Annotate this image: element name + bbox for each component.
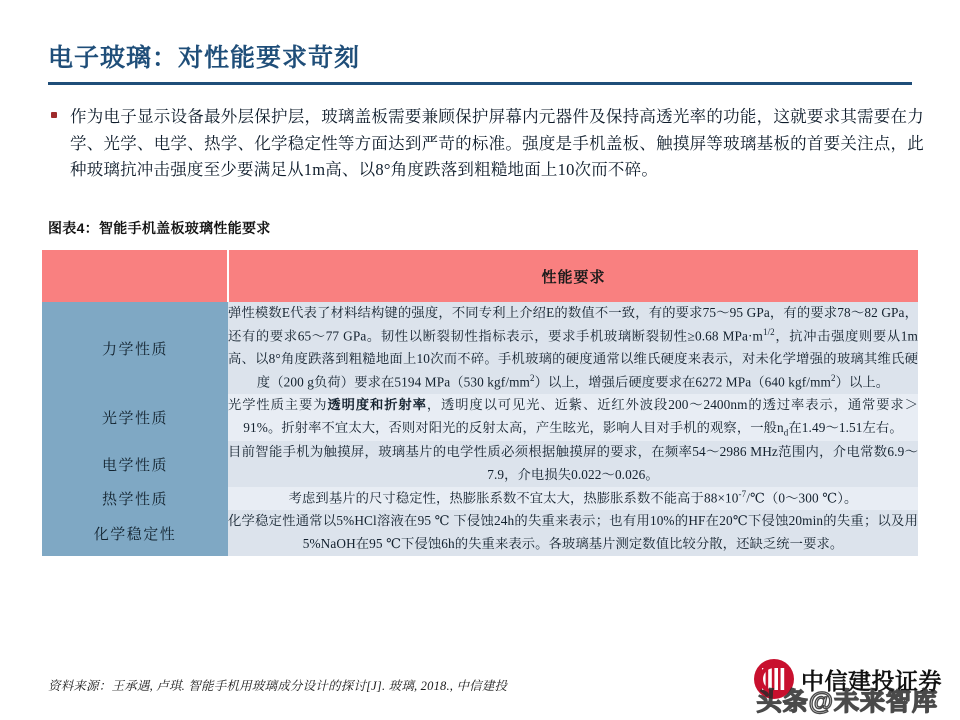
table-row [42,302,918,394]
table-header-label-col [42,250,228,302]
table-row [42,510,918,556]
bullet-dot-icon [51,112,57,118]
title-block [48,44,912,85]
row-body-text: 光学性质主要为透明度和折射率，透明度以可见光、近紫、近红外波段200～2400nm的透过率表示，通常要求＞91%。折射率不宜太大，否则对阳光的反射太高，产生眩光，影响人目对手机的观察，一般$n_d$在1.49～1.51左右。 [228,397,919,438]
performance-requirements-table [42,250,918,556]
row-label-chemical: 化学稳定性 [42,510,228,556]
row-body-text: 化学稳定性通常以5%HCl溶液在95 ℃ 下侵蚀24h的失重来表示；也有用10%的HF在20℃下侵蚀20min的失重；以及用5%NaOH在95 ℃下侵蚀6h的失重来表示。各玻璃基片测定数值比较分散，还缺乏统一要求。 [228,513,918,552]
row-label-mechanical: 力学性质 [42,302,228,394]
table-body [42,302,918,556]
row-body-text: 弹性模数E代表了材料结构键的强度，不同专利上介绍E的数值不一致，有的要求75～95 GPa，有的要求78～82 GPa，还有的要求65～77 GPa。韧性以断裂韧性指标表示，要求手机玻璃断裂韧性≥0.68 $MPa\cdot m^{1/2}$，抗冲击强度则要从1m高、以8°角度跌落到粗糙地面上10次而不碎。手机玻璃的硬度通常以维氏硬度来表示，对未化学增强的玻璃其维氏硬度（200 g负荷）要求在5194 MPa（530 kgf/$mm^2$）以上，增强后硬度要求在6272 MPa（640 kgf/$mm^2$）以上。 [228,305,919,390]
row-label-electrical: 电学性质 [42,441,228,487]
row-label-thermal: 热学性质 [42,487,228,510]
row-body-text: 目前智能手机为触摸屏，玻璃基片的电学性质必须根据触摸屏的要求，在频率54～2986 MHz范围内，介电常数6.9～7.9，介电损失0.022～0.026。 [228,444,918,483]
row-body-thermal [228,487,918,510]
row-body-optical [228,394,918,441]
row-body-chemical [228,510,918,556]
bullet-marker [48,104,70,118]
table-header-body-col: 性能要求 [228,250,918,302]
page-title: 电子玻璃：对性能要求苛刻 [48,44,361,72]
table-row [42,487,918,510]
row-body-text: 考虑到基片的尺寸稳定性，热膨胀系数不宜太大，热膨胀系数不能高于$88\times 10^{-7}/℃(0\sim 300$ ℃）。 [288,488,858,506]
source-line: 资料来源：王承遇, 卢琪. 智能手机用玻璃成分设计的探讨[J]. 玻璃, 2018., 中信建投 [48,679,508,693]
bullet-paragraph-text: 作为电子显示设备最外层保护层，玻璃盖板需要兼顾保护屏幕内元器件及保持高透光率的功能，这就要求其需要在力学、光学、电学、热学、化学稳定性等方面达到严苛的标准。强度是手机盖板、触摸屏等玻璃基板的首要关注点，此种玻璃抗冲击强度至少要满足从1m高、以8°角度跌落到粗糙地面上10次而不碎。 [70,107,924,180]
exhibit-caption: 图表4：智能手机盖板玻璃性能要求 [48,220,271,236]
watermark-text: 头条@未来智库 [756,688,938,716]
table-row [42,441,918,487]
table-header [42,250,918,302]
brand-name: 中信建投证券 [801,667,942,694]
table-row [42,394,918,441]
title-divider [48,82,912,85]
bullet-paragraph [48,104,924,184]
row-body-mechanical [228,302,918,394]
row-label-optical: 光学性质 [42,394,228,441]
row-body-electrical [228,441,918,487]
table-header-row [42,250,918,302]
